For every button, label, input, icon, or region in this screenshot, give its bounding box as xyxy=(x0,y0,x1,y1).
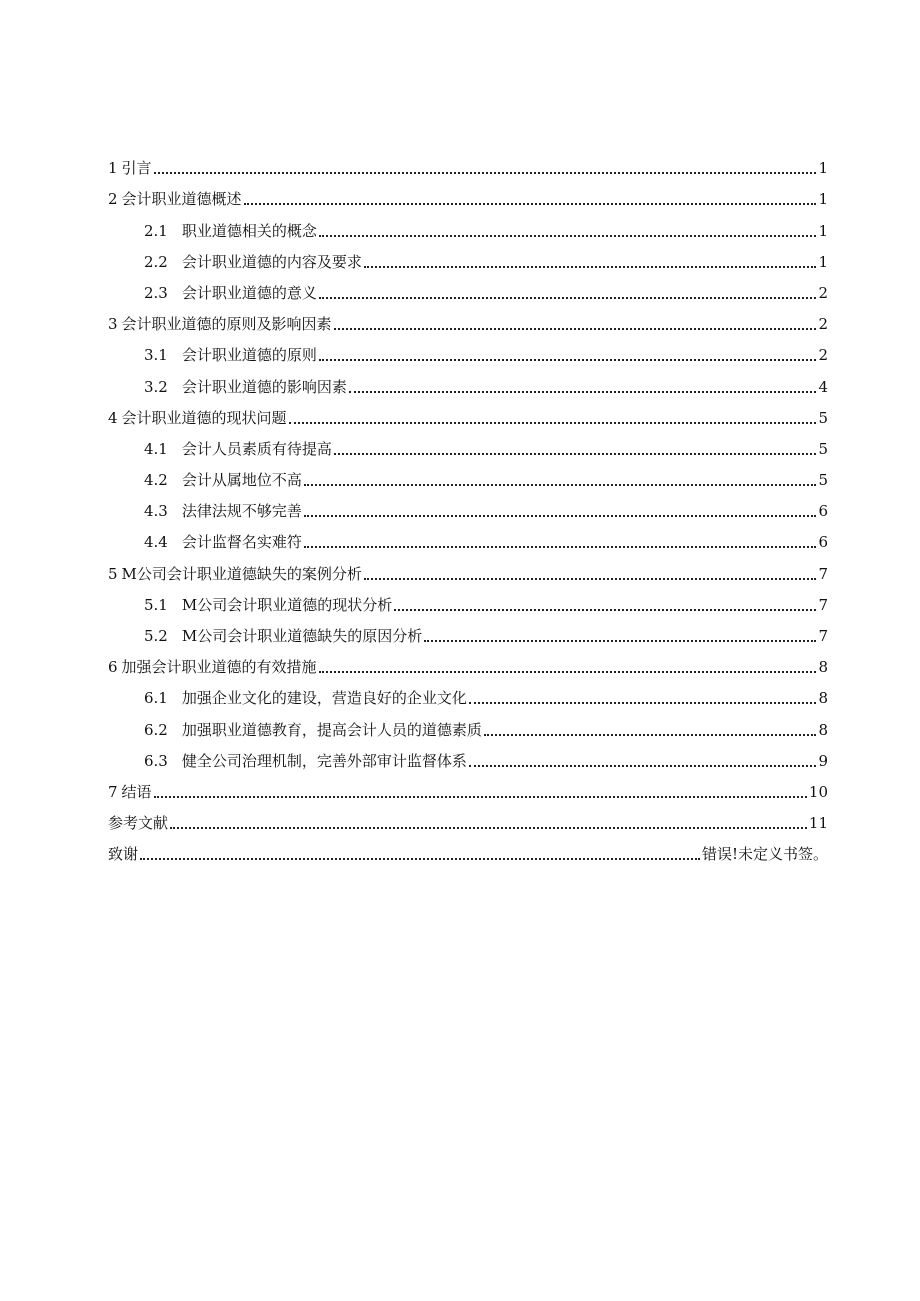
toc-entry-page-number: 10 xyxy=(808,782,828,801)
toc-entry[interactable] xyxy=(108,833,828,864)
toc-entry-number: 6 xyxy=(108,658,118,677)
toc-entry-number: 4 xyxy=(108,408,118,427)
toc-entry-number: 1 xyxy=(108,159,118,178)
toc-entry-title: 会计职业道德的现状问题 xyxy=(121,408,287,427)
toc-entry[interactable] xyxy=(108,802,828,833)
toc-entry-page-number: 1 xyxy=(818,190,828,209)
toc-entry-title: 加强职业道德教育，提高会计人员的道德素质 xyxy=(181,720,482,739)
dot-leader xyxy=(319,235,817,237)
toc-entry-page-number: 5 xyxy=(818,471,828,490)
toc-entry-number: 2.2 xyxy=(144,252,168,271)
toc-entry-number: 7 xyxy=(108,782,118,801)
dot-leader xyxy=(469,702,817,704)
toc-entry-title: 职业道德相关的概念 xyxy=(181,221,317,240)
toc-entry-title: 健全公司治理机制，完善外部审计监督体系 xyxy=(181,751,467,770)
toc-entry-number: 6.3 xyxy=(144,751,168,770)
dot-leader xyxy=(154,796,807,798)
toc-entry-title: M公司会计职业道德的现状分析 xyxy=(181,595,393,614)
dot-leader xyxy=(244,203,817,205)
toc-entry-page-number: 8 xyxy=(818,658,828,677)
toc-entry-number: 6.2 xyxy=(144,720,168,739)
dot-leader xyxy=(140,858,700,860)
toc-entry[interactable] xyxy=(108,615,828,646)
toc-entry[interactable] xyxy=(108,241,828,272)
toc-entry[interactable] xyxy=(108,677,828,708)
toc-entry-title: 引言 xyxy=(121,159,152,178)
toc-entry-title: 加强会计职业道德的有效措施 xyxy=(121,658,317,677)
dot-leader xyxy=(484,734,817,736)
toc-entry[interactable] xyxy=(108,428,828,459)
dot-leader xyxy=(154,172,817,174)
toc-entry-number: 4.3 xyxy=(144,502,168,521)
toc-entry-number: 3 xyxy=(108,315,118,334)
toc-entry-page-number: 1 xyxy=(818,221,828,240)
toc-entry-number: 2.3 xyxy=(144,283,168,302)
toc-entry-title: 会计监督名实难符 xyxy=(181,533,302,552)
toc-entry-title: 会计职业道德概述 xyxy=(121,190,242,209)
toc-entry-title: 会计职业道德的内容及要求 xyxy=(181,252,362,271)
dot-leader xyxy=(170,827,807,829)
toc-entry-number: 4.4 xyxy=(144,533,168,552)
toc-entry-number: 3.2 xyxy=(144,377,168,396)
toc-entry-page-number: 7 xyxy=(818,627,828,645)
toc-entry-page-number: 7 xyxy=(818,564,828,583)
dot-leader xyxy=(289,422,817,424)
toc-entry-number: 4.1 xyxy=(144,439,168,458)
dot-leader xyxy=(304,546,817,548)
dot-leader xyxy=(364,578,817,580)
toc-entry-page-number: 9 xyxy=(818,751,828,770)
toc-entry-title: 会计职业道德的意义 xyxy=(181,283,317,302)
toc-entry-page-number: 6 xyxy=(818,533,828,552)
dot-leader xyxy=(424,640,816,642)
toc-entry[interactable] xyxy=(108,147,828,178)
toc-entry[interactable] xyxy=(108,365,828,396)
toc-entry-number: 2.1 xyxy=(144,221,168,240)
table-of-contents xyxy=(108,147,828,864)
toc-entry-page-number: 2 xyxy=(818,283,828,302)
dot-leader xyxy=(364,266,817,268)
toc-entry-page-number: 5 xyxy=(818,408,828,427)
toc-entry[interactable] xyxy=(108,521,828,552)
toc-entry[interactable] xyxy=(108,178,828,209)
toc-entry-page-number: 2 xyxy=(818,315,828,334)
toc-entry-number: 3.1 xyxy=(144,346,168,365)
dot-leader xyxy=(304,515,817,517)
toc-entry[interactable] xyxy=(108,584,828,615)
toc-entry[interactable] xyxy=(108,209,828,240)
toc-entry-page-number: 2 xyxy=(818,346,828,365)
toc-entry-number: 5.2 xyxy=(144,627,168,645)
toc-entry[interactable] xyxy=(108,740,828,771)
toc-entry-number: 4.2 xyxy=(144,471,168,490)
dot-leader xyxy=(334,328,817,330)
toc-entry-title: 致谢 xyxy=(108,845,139,864)
toc-entry-title: 会计职业道德的原则 xyxy=(181,346,317,365)
dot-leader xyxy=(319,359,817,361)
toc-entry-number: 6.1 xyxy=(144,689,168,708)
toc-entry[interactable] xyxy=(108,303,828,334)
dot-leader xyxy=(469,765,817,767)
toc-entry-title: 法律法规不够完善 xyxy=(181,502,302,521)
toc-entry-page-number: 6 xyxy=(818,502,828,521)
toc-entry-page-number: 错误!未定义书签。 xyxy=(701,845,828,864)
toc-entry-number: 5 xyxy=(108,564,118,583)
toc-entry[interactable] xyxy=(108,459,828,490)
toc-entry[interactable] xyxy=(108,272,828,303)
toc-entry-title: M公司会计职业道德缺失的案例分析 xyxy=(121,564,362,583)
toc-entry-page-number: 8 xyxy=(818,689,828,708)
toc-entry-title: 会计职业道德的影响因素 xyxy=(181,377,347,396)
toc-entry-page-number: 1 xyxy=(818,252,828,271)
toc-entry[interactable] xyxy=(108,490,828,521)
toc-entry[interactable] xyxy=(108,552,828,583)
toc-entry-number: 2 xyxy=(108,190,118,209)
dot-leader xyxy=(349,391,817,393)
toc-entry[interactable] xyxy=(108,397,828,428)
dot-leader xyxy=(304,484,817,486)
dot-leader xyxy=(394,609,816,611)
toc-entry[interactable] xyxy=(108,708,828,739)
dot-leader xyxy=(319,671,817,673)
toc-entry-title: 参考文献 xyxy=(108,814,169,833)
toc-entry-page-number: 5 xyxy=(818,439,828,458)
toc-entry-title: 会计职业道德的原则及影响因素 xyxy=(121,315,332,334)
toc-entry-page-number: 4 xyxy=(818,377,828,396)
dot-leader xyxy=(319,297,817,299)
toc-entry-title: 会计从属地位不高 xyxy=(181,471,302,490)
toc-entry-title: 会计人员素质有待提高 xyxy=(181,439,332,458)
toc-entry-title: 结语 xyxy=(121,782,152,801)
toc-entry-page-number: 11 xyxy=(808,814,828,833)
toc-entry-title: 加强企业文化的建设，营造良好的企业文化 xyxy=(181,689,467,708)
toc-entry-title: M公司会计职业道德缺失的原因分析 xyxy=(181,627,423,645)
toc-entry[interactable] xyxy=(108,646,828,677)
dot-leader xyxy=(334,453,817,455)
toc-entry[interactable] xyxy=(108,334,828,365)
toc-entry-page-number: 1 xyxy=(818,159,828,178)
toc-entry[interactable] xyxy=(108,771,828,802)
toc-entry-number: 5.1 xyxy=(144,595,168,614)
toc-entry-page-number: 8 xyxy=(818,720,828,739)
toc-entry-page-number: 7 xyxy=(818,595,828,614)
